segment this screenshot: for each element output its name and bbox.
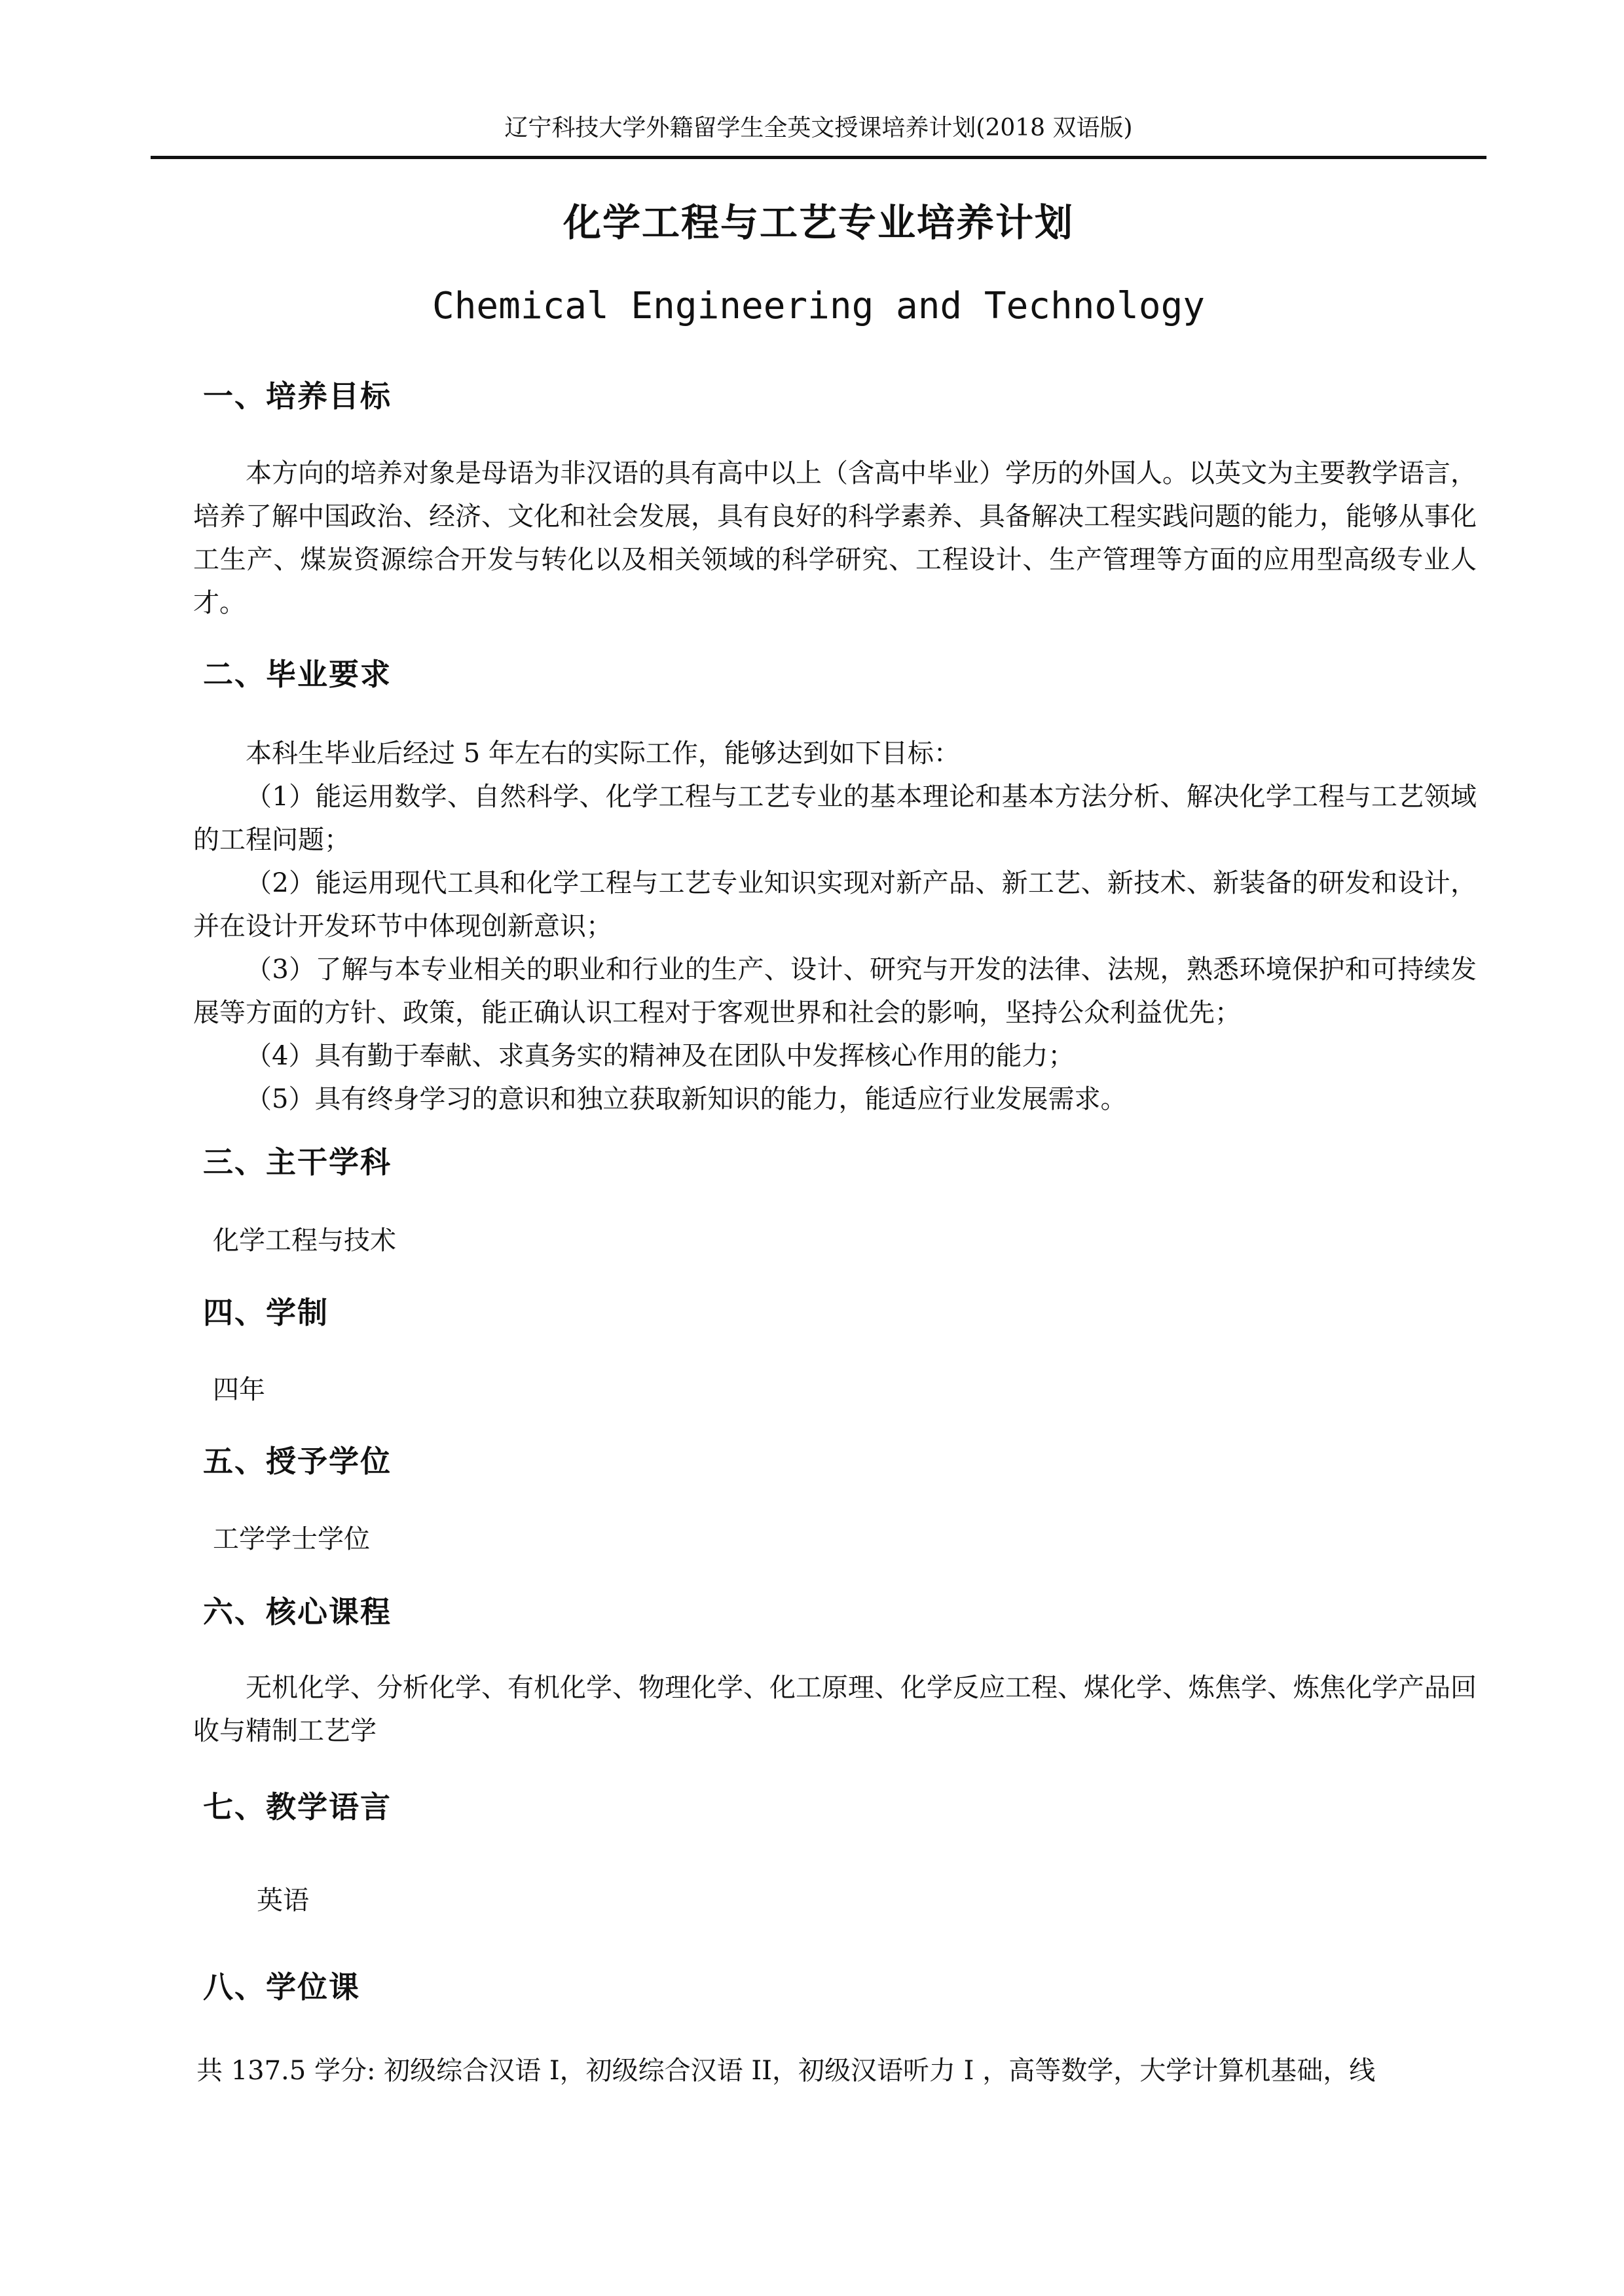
header-divider — [151, 156, 1486, 159]
main-discipline-text: 化学工程与技术 — [213, 1226, 396, 1256]
core-courses-text: 无机化学、分析化学、有机化学、物理化学、化工原理、化学反应工程、煤化学、炼焦学、炼焦化学产品回收与精制工艺学 — [193, 1673, 1477, 1746]
graduation-requirement-item: （1）能运用数学、自然科学、化学工程与工艺专业的基本理论和基本方法分析、解决化学工程与工艺领域的工程问题； — [193, 782, 1477, 855]
graduation-requirements-list — [193, 732, 1477, 1121]
section-heading-degree: 五、授予学位 — [203, 1444, 392, 1479]
section-heading-teaching-language: 七、教学语言 — [203, 1789, 392, 1825]
graduation-requirement-item: （3）了解与本专业相关的职业和行业的生产、设计、研究与开发的法律、法规，熟悉环境保护和可持续发展等方面的方针、政策，能正确认识工程对于客观世界和社会的影响，坚持公众利益优先； — [193, 955, 1477, 1028]
duration-text: 四年 — [213, 1375, 265, 1405]
section-heading-core-courses: 六、核心课程 — [203, 1594, 392, 1630]
teaching-language-text: 英语 — [257, 1886, 309, 1916]
document-subtitle: Chemical Engineering and Technology — [432, 285, 1206, 327]
running-header: 辽宁科技大学外籍留学生全英文授课培养计划(2018 双语版) — [504, 115, 1133, 141]
section-heading-graduation-requirements: 二、毕业要求 — [203, 657, 392, 692]
section-heading-degree-courses: 八、学位课 — [203, 1969, 360, 2005]
document-title: 化学工程与工艺专业培养计划 — [563, 200, 1074, 245]
training-objectives-paragraph: 本方向的培养对象是母语为非汉语的具有高中以上（含高中毕业）学历的外国人。以英文为主要教学语言，培养了解中国政治、经济、文化和社会发展，具有良好的科学素养、具备解决工程实践问题的能力，能够从事化工生产、煤炭资源综合开发与转化以及相关领域的科学研究、工程设计、生产管理等方面的应用型高级专业人才。 — [193, 458, 1477, 618]
section-heading-duration: 四、学制 — [203, 1295, 329, 1330]
graduation-requirement-item: （4）具有勤于奉献、求真务实的精神及在团队中发挥核心作用的能力； — [246, 1041, 1075, 1071]
graduation-requirements-intro: 本科生毕业后经过 5 年左右的实际工作，能够达到如下目标： — [246, 738, 960, 769]
graduation-requirement-item: （2）能运用现代工具和化学工程与工艺专业知识实现对新产品、新工艺、新技术、新装备的研发和设计，并在设计开发环节中体现创新意识； — [193, 868, 1477, 941]
section-heading-main-discipline: 三、主干学科 — [203, 1144, 392, 1180]
graduation-requirement-item: （5）具有终身学习的意识和独立获取新知识的能力，能适应行业发展需求。 — [246, 1084, 1127, 1114]
degree-courses-text: 共 137.5 学分: 初级综合汉语 I，初级综合汉语 II，初级汉语听力 I ，高等数学，大学计算机基础，线 — [196, 2056, 1376, 2086]
section-heading-training-objectives: 一、培养目标 — [203, 378, 392, 414]
degree-text: 工学学士学位 — [213, 1524, 370, 1554]
